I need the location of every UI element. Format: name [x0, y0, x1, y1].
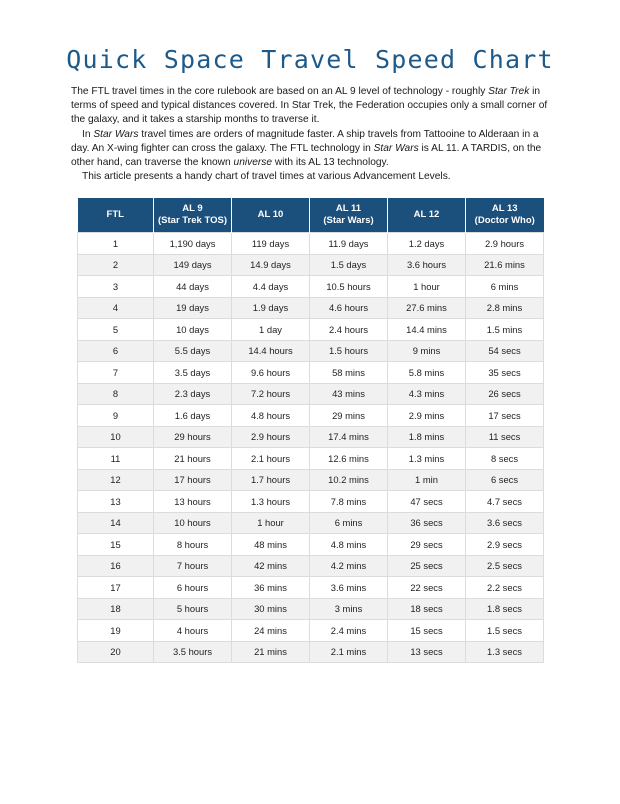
cell-al9: 21 hours — [154, 448, 232, 470]
table-row[interactable] — [78, 383, 544, 405]
cell-al10: 1 day — [232, 319, 310, 341]
cell-al10: 2.1 hours — [232, 448, 310, 470]
cell-al12: 1 hour — [388, 276, 466, 298]
cell-al11: 4.2 mins — [310, 555, 388, 577]
cell-al9: 6 hours — [154, 577, 232, 599]
cell-al10: 48 mins — [232, 534, 310, 556]
cell-al12: 25 secs — [388, 555, 466, 577]
table-row[interactable] — [78, 426, 544, 448]
table-row[interactable] — [78, 598, 544, 620]
cell-al12: 29 secs — [388, 534, 466, 556]
cell-al13: 1.3 secs — [466, 641, 544, 663]
cell-al11: 6 mins — [310, 512, 388, 534]
page-title: Quick Space Travel Speed Chart — [66, 45, 554, 74]
cell-ftl-level: 20 — [78, 641, 154, 663]
cell-ftl-level: 13 — [78, 491, 154, 513]
table-row[interactable] — [78, 534, 544, 556]
table-row[interactable] — [78, 555, 544, 577]
table-row[interactable] — [78, 577, 544, 599]
cell-al10: 42 mins — [232, 555, 310, 577]
column-header-al11[interactable] — [310, 198, 388, 233]
cell-al9: 13 hours — [154, 491, 232, 513]
cell-al11: 7.8 mins — [310, 491, 388, 513]
column-header-al10[interactable] — [232, 198, 310, 233]
column-header-al13[interactable] — [466, 198, 544, 233]
cell-ftl-level: 3 — [78, 276, 154, 298]
body-text: with its AL 13 technology. — [272, 157, 389, 169]
paragraph-p1 — [71, 85, 549, 128]
table-row[interactable] — [78, 620, 544, 642]
column-header-label: AL 12 — [413, 208, 440, 220]
cell-al11: 1.5 days — [310, 254, 388, 276]
cell-ftl-level: 12 — [78, 469, 154, 491]
cell-al13: 6 mins — [466, 276, 544, 298]
cell-al13: 26 secs — [466, 383, 544, 405]
cell-al11: 11.9 days — [310, 233, 388, 255]
cell-al11: 2.1 mins — [310, 641, 388, 663]
cell-ftl-level: 4 — [78, 297, 154, 319]
cell-al10: 14.4 hours — [232, 340, 310, 362]
cell-al12: 14.4 mins — [388, 319, 466, 341]
column-header-al12[interactable] — [388, 198, 466, 233]
body-text: In — [82, 128, 94, 140]
cell-al13: 17 secs — [466, 405, 544, 427]
cell-al12: 3.6 hours — [388, 254, 466, 276]
cell-ftl-level: 2 — [78, 254, 154, 276]
cell-al9: 5 hours — [154, 598, 232, 620]
cell-al9: 10 hours — [154, 512, 232, 534]
cell-al13: 2.2 secs — [466, 577, 544, 599]
cell-al9: 10 days — [154, 319, 232, 341]
cell-al13: 2.9 hours — [466, 233, 544, 255]
column-header-label: FTL — [106, 208, 124, 220]
cell-al11: 29 mins — [310, 405, 388, 427]
table-row[interactable] — [78, 319, 544, 341]
column-header-sublabel: (Doctor Who) — [474, 214, 535, 226]
cell-al10: 119 days — [232, 233, 310, 255]
cell-al13: 6 secs — [466, 469, 544, 491]
cell-al11: 10.2 mins — [310, 469, 388, 491]
cell-al12: 27.6 mins — [388, 297, 466, 319]
cell-al13: 2.9 secs — [466, 534, 544, 556]
table-row[interactable] — [78, 491, 544, 513]
cell-al9: 29 hours — [154, 426, 232, 448]
table-row[interactable] — [78, 233, 544, 255]
column-header-label: AL 11 — [335, 203, 362, 214]
cell-al11: 3.6 mins — [310, 577, 388, 599]
paragraph-p2 — [71, 128, 549, 171]
emphasis-text: Star Wars — [373, 142, 419, 154]
cell-ftl-level: 8 — [78, 383, 154, 405]
column-header-sublabel: (Star Wars) — [323, 214, 374, 226]
cell-al12: 2.9 mins — [388, 405, 466, 427]
cell-al12: 1.3 mins — [388, 448, 466, 470]
cell-al12: 13 secs — [388, 641, 466, 663]
cell-al12: 1.8 mins — [388, 426, 466, 448]
cell-ftl-level: 9 — [78, 405, 154, 427]
table-row[interactable] — [78, 469, 544, 491]
cell-al13: 1.5 secs — [466, 620, 544, 642]
cell-ftl-level: 14 — [78, 512, 154, 534]
cell-al10: 7.2 hours — [232, 383, 310, 405]
column-header-label: AL 9 — [182, 203, 203, 214]
cell-al11: 3 mins — [310, 598, 388, 620]
cell-al9: 5.5 days — [154, 340, 232, 362]
cell-al10: 1 hour — [232, 512, 310, 534]
cell-al13: 35 secs — [466, 362, 544, 384]
cell-al13: 4.7 secs — [466, 491, 544, 513]
table-row[interactable] — [78, 641, 544, 663]
column-header-sublabel: (Star Trek TOS) — [158, 214, 227, 226]
cell-al10: 30 mins — [232, 598, 310, 620]
table-row[interactable] — [78, 276, 544, 298]
cell-al9: 8 hours — [154, 534, 232, 556]
cell-al10: 24 mins — [232, 620, 310, 642]
paragraph-p3 — [71, 170, 549, 184]
cell-al9: 3.5 hours — [154, 641, 232, 663]
cell-ftl-level: 18 — [78, 598, 154, 620]
cell-al9: 3.5 days — [154, 362, 232, 384]
cell-al10: 9.6 hours — [232, 362, 310, 384]
emphasis-text: Star Wars — [93, 128, 139, 140]
cell-ftl-level: 1 — [78, 233, 154, 255]
speed-chart-table-container — [77, 198, 543, 663]
cell-al12: 4.3 mins — [388, 383, 466, 405]
cell-ftl-level: 6 — [78, 340, 154, 362]
table-head — [78, 198, 544, 233]
cell-al12: 36 secs — [388, 512, 466, 534]
cell-al11: 4.8 mins — [310, 534, 388, 556]
cell-al11: 1.5 hours — [310, 340, 388, 362]
cell-al10: 1.3 hours — [232, 491, 310, 513]
cell-ftl-level: 5 — [78, 319, 154, 341]
body-text: The FTL travel times in the core rulebook are based on an AL 9 level of technology - roughly — [71, 86, 489, 97]
table-row[interactable] — [78, 340, 544, 362]
cell-ftl-level: 15 — [78, 534, 154, 556]
cell-ftl-level: 7 — [78, 362, 154, 384]
cell-al10: 1.7 hours — [232, 469, 310, 491]
body-text: This article presents a handy chart of travel times at various Advancement Levels. — [82, 171, 451, 183]
body-text: in terms of speed and typical distances covered. In Star Trek, the Federation occupies only a small corner of the galaxy, and it takes a starship months to traverse it. — [71, 86, 548, 126]
cell-al9: 149 days — [154, 254, 232, 276]
emphasis-text: universe — [233, 157, 273, 169]
cell-al13: 11 secs — [466, 426, 544, 448]
cell-al13: 8 secs — [466, 448, 544, 470]
cell-al9: 17 hours — [154, 469, 232, 491]
cell-al13: 2.8 mins — [466, 297, 544, 319]
cell-al12: 22 secs — [388, 577, 466, 599]
table-row[interactable] — [78, 297, 544, 319]
cell-al12: 47 secs — [388, 491, 466, 513]
cell-ftl-level: 19 — [78, 620, 154, 642]
cell-ftl-level: 11 — [78, 448, 154, 470]
cell-al11: 58 mins — [310, 362, 388, 384]
cell-al12: 1 min — [388, 469, 466, 491]
cell-al12: 18 secs — [388, 598, 466, 620]
cell-al9: 44 days — [154, 276, 232, 298]
cell-al13: 1.8 secs — [466, 598, 544, 620]
cell-al11: 12.6 mins — [310, 448, 388, 470]
column-header-ftl[interactable] — [78, 198, 154, 233]
cell-al10: 1.9 days — [232, 297, 310, 319]
cell-al11: 2.4 mins — [310, 620, 388, 642]
cell-al9: 7 hours — [154, 555, 232, 577]
cell-al12: 15 secs — [388, 620, 466, 642]
emphasis-text: Star Trek — [488, 86, 530, 97]
table-header-row — [78, 198, 544, 233]
body-text: travel times are orders of magnitude faster. A ship travels from Tattooine to Alderaan in a day. An X-wing fighter can cross the galaxy. The FTL technology in — [71, 128, 539, 154]
cell-ftl-level: 17 — [78, 577, 154, 599]
cell-al12: 9 mins — [388, 340, 466, 362]
speed-chart-table — [77, 198, 544, 663]
column-header-label: AL 10 — [257, 208, 284, 220]
cell-al11: 4.6 hours — [310, 297, 388, 319]
cell-al9: 4 hours — [154, 620, 232, 642]
body-text: is AL 11. A TARDIS, on the other hand, can traverse the known — [71, 142, 542, 169]
column-header-label: AL 13 — [491, 203, 518, 214]
cell-al10: 14.9 days — [232, 254, 310, 276]
cell-al10: 21 mins — [232, 641, 310, 663]
cell-al10: 4.4 days — [232, 276, 310, 298]
table-row[interactable] — [78, 405, 544, 427]
cell-al9: 1.6 days — [154, 405, 232, 427]
table-row[interactable] — [78, 254, 544, 276]
cell-al9: 1,190 days — [154, 233, 232, 255]
cell-al13: 3.6 secs — [466, 512, 544, 534]
table-row[interactable] — [78, 512, 544, 534]
cell-al10: 36 mins — [232, 577, 310, 599]
table-row[interactable] — [78, 362, 544, 384]
cell-al13: 54 secs — [466, 340, 544, 362]
cell-al11: 17.4 mins — [310, 426, 388, 448]
cell-al9: 19 days — [154, 297, 232, 319]
column-header-al9[interactable] — [154, 198, 232, 233]
cell-al9: 2.3 days — [154, 383, 232, 405]
cell-al12: 5.8 mins — [388, 362, 466, 384]
cell-al11: 43 mins — [310, 383, 388, 405]
cell-al12: 1.2 days — [388, 233, 466, 255]
cell-al13: 2.5 secs — [466, 555, 544, 577]
table-body — [78, 233, 544, 663]
table-row[interactable] — [78, 448, 544, 470]
cell-al11: 10.5 hours — [310, 276, 388, 298]
cell-ftl-level: 10 — [78, 426, 154, 448]
article-body — [71, 85, 549, 184]
cell-al11: 2.4 hours — [310, 319, 388, 341]
cell-al13: 21.6 mins — [466, 254, 544, 276]
cell-ftl-level: 16 — [78, 555, 154, 577]
cell-al10: 4.8 hours — [232, 405, 310, 427]
cell-al10: 2.9 hours — [232, 426, 310, 448]
cell-al13: 1.5 mins — [466, 319, 544, 341]
